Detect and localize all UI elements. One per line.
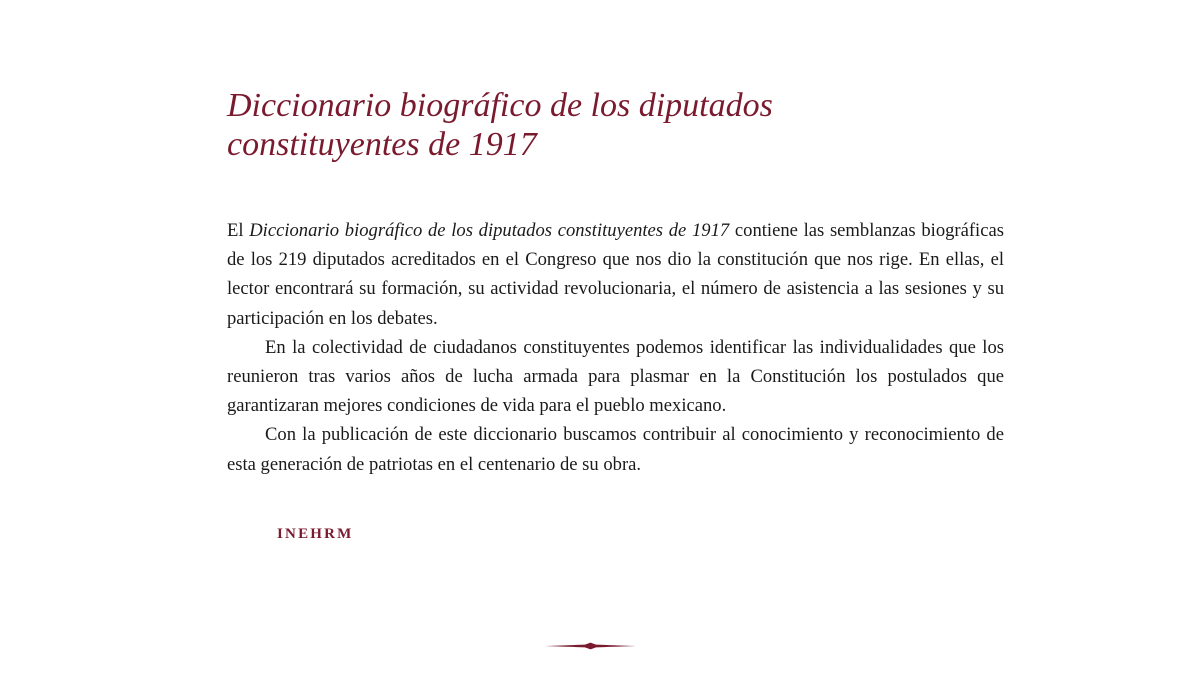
title-line-2: constituyentes de 1917 <box>227 126 537 163</box>
paragraph-1-rest: contiene las semblanzas biográficas de los 219 diputados acreditados en el Congreso que nos dio la constitución que nos rige. En ellas, el lector encontrará su formación, su actividad revolucionaria, el número de asistencia a las sesiones y su participación en los debates. <box>227 220 1004 329</box>
paragraph-1-lead: El <box>227 220 250 241</box>
paragraph-2: En la colectividad de ciudadanos constituyentes podemos identificar las individualidades que los reunieron tras varios años de lucha armada para plasmar en la Constitución los postulados que garantizaran mejores condiciones de vida para el pueblo mexicano. <box>227 336 1004 417</box>
decorative-divider <box>545 640 636 652</box>
paragraph-1 <box>227 216 1004 333</box>
page-title <box>227 86 927 164</box>
paragraph-1-italic-title: Diccionario biográfico de los diputados constituyentes de 1917 <box>249 220 730 241</box>
body-text <box>227 216 1004 479</box>
title-line-1: Diccionario biográfico de los diputados <box>227 87 773 124</box>
signature: INEHRM <box>277 526 354 542</box>
paragraph-3: Con la publicación de este diccionario buscamos contribuir al conocimiento y reconocimiento de esta generación de patriotas en el centenario de su obra. <box>227 424 1004 475</box>
